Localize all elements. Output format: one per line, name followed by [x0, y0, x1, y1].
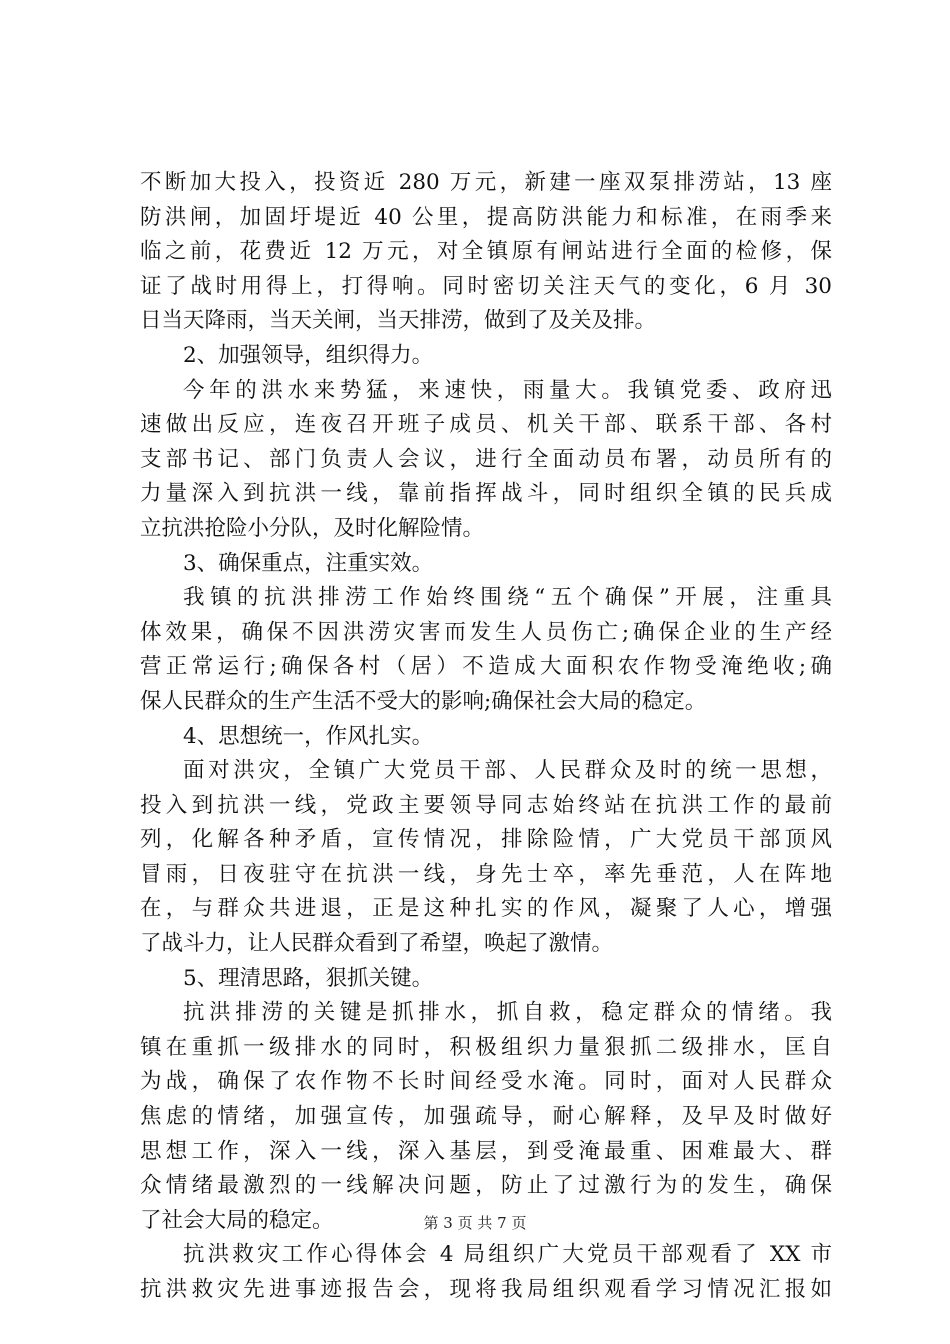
text-line: 抗洪救灾先进事迹报告会，现将我局组织观看学习情况汇报如 — [140, 1277, 832, 1302]
text-line: 面对洪灾，全镇广大党员干部、人民群众及时的统一思想， — [183, 758, 832, 784]
text-line: 抗洪救灾工作心得体会 4 局组织广大党员干部观看了 XX 市 — [183, 1242, 832, 1268]
text-line: 为战，确保了农作物不长时间经受水淹。同时，面对人民群众 — [140, 1069, 832, 1095]
text-line: 证了战时用得上，打得响。同时密切关注天气的变化，6 月 30 — [140, 273, 832, 299]
text-line: 保人民群众的生产生活不受大的影响;确保社会大局的稳定。 — [140, 688, 707, 714]
text-line: 了社会大局的稳定。 — [140, 1207, 334, 1233]
text-line: 了战斗力，让人民群众看到了希望，唤起了激情。 — [140, 931, 614, 957]
text-line: 力量深入到抗洪一线，靠前指挥战斗，同时组织全镇的民兵成 — [140, 481, 832, 507]
text-line: 体效果，确保不因洪涝灾害而发生人员伤亡;确保企业的生产经 — [140, 619, 832, 645]
document-body — [140, 166, 832, 1308]
text-line: 今年的洪水来势猛，来速快，雨量大。我镇党委、政府迅 — [183, 377, 832, 403]
text-line: 临之前，花费近 12 万元，对全镇原有闸站进行全面的检修，保 — [140, 239, 832, 265]
section-heading: 2、加强领导，组织得力。 — [183, 342, 434, 368]
text-line: 焦虑的情绪，加强宣传，加强疏导，耐心解释，及早及时做好 — [140, 1104, 832, 1130]
text-line: 投入到抗洪一线，党政主要领导同志始终站在抗洪工作的最前 — [140, 792, 832, 818]
text-line: 防洪闸，加固圩堤近 40 公里，提高防洪能力和标准，在雨季来 — [140, 204, 832, 230]
text-line: 抗洪排涝的关键是抓排水，抓自救，稳定群众的情绪。我 — [183, 1000, 832, 1026]
section-heading: 3、确保重点，注重实效。 — [183, 550, 434, 576]
text-line: 支部书记、部门负责人会议，进行全面动员布署，动员所有的 — [140, 446, 832, 472]
text-line: 列，化解各种矛盾，宣传情况，排除险情，广大党员干部顶风 — [140, 827, 832, 853]
text-line: 镇在重抓一级排水的同时，积极组织力量狠抓二级排水，匡自 — [140, 1034, 832, 1060]
section-heading: 4、思想统一，作风扎实。 — [183, 723, 434, 749]
section-heading: 5、理清思路，狠抓关键。 — [183, 965, 434, 991]
text-line: 众情绪最激烈的一线解决问题，防止了过激行为的发生，确保 — [140, 1173, 832, 1199]
text-line: 冒雨，日夜驻守在抗洪一线，身先士卒，率先垂范，人在阵地 — [140, 861, 832, 887]
text-line: 在，与群众共进退，正是这种扎实的作风，凝聚了人心，增强 — [140, 896, 832, 922]
text-line: 立抗洪抢险小分队，及时化解险情。 — [140, 515, 485, 541]
text-line: 日当天降雨，当天关闸，当天排涝，做到了及关及排。 — [140, 308, 657, 334]
page-number: 第 3 页 共 7 页 — [423, 1214, 527, 1232]
text-line: 营正常运行;确保各村（居）不造成大面积农作物受淹绝收;确 — [140, 654, 832, 680]
text-line: 思想工作，深入一线，深入基层，到受淹最重、困难最大、群 — [140, 1138, 832, 1164]
text-line: 不断加大投入，投资近 280 万元，新建一座双泵排涝站，13 座 — [140, 170, 832, 195]
text-line: 我镇的抗洪排涝工作始终围绕“五个确保”开展，注重具 — [183, 585, 832, 611]
text-line: 速做出反应，连夜召开班子成员、机关干部、联系干部、各村 — [140, 412, 832, 438]
